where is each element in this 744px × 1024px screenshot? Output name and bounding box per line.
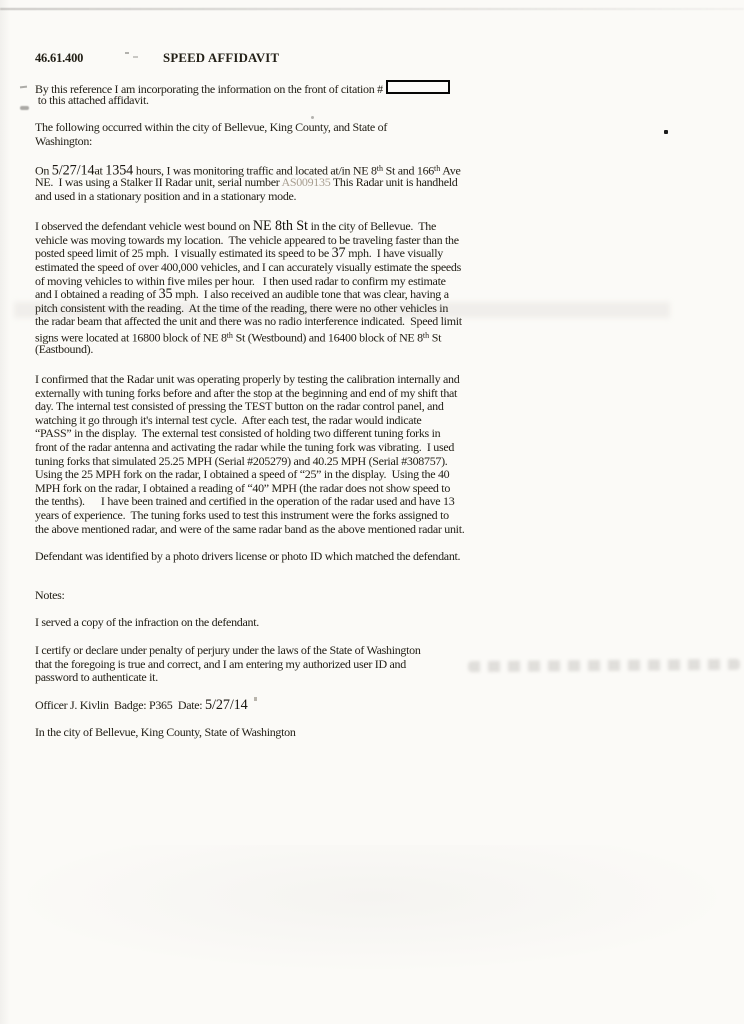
- text-line: [35, 468, 515, 482]
- paragraph-observation-setup: [35, 162, 515, 203]
- text-segment: that the foregoing is true and correct, and I am entering my authorized user ID and: [35, 656, 406, 671]
- text-line: [35, 696, 515, 713]
- text-line: [35, 427, 515, 441]
- text-segment: and used in a stationary position and in a stationary mode.: [35, 188, 297, 203]
- paragraph-signature: [35, 696, 515, 713]
- text-line: [35, 302, 515, 316]
- left-edge-shade-artifact: [0, 0, 10, 1024]
- text-line: [35, 315, 515, 329]
- text-line: [35, 400, 515, 414]
- text-segment: On: [35, 163, 52, 178]
- text-line: [35, 441, 515, 455]
- text-segment: mph. I have visually: [345, 246, 443, 261]
- text-segment: th: [422, 330, 430, 340]
- paper-shade-artifact: [0, 845, 744, 975]
- text-segment: St: [429, 330, 442, 345]
- affidavit-body: [35, 80, 515, 754]
- form-field-value: 5/27/14: [51, 162, 95, 179]
- citation-number-redaction-box: [386, 80, 450, 94]
- text-segment: The following occurred within the city of Bellevue, King County, and State of: [35, 120, 388, 135]
- text-segment: “PASS” in the display. The external test consisted of holding two different tuning forks in: [35, 426, 441, 441]
- text-segment: and I obtained a reading of: [35, 287, 159, 302]
- paragraph-jurisdiction: [35, 121, 515, 148]
- text-segment: This Radar unit is handheld: [330, 174, 458, 189]
- text-segment: tuning forks that simulated 25.25 MPH (Serial #205279) and 40.25 MPH (Serial #308757).: [35, 453, 448, 468]
- text-segment: the tenths). I have been trained and certified in the operation of the radar used and have 13: [35, 494, 455, 509]
- paragraph-service: [35, 616, 515, 630]
- text-line: [35, 220, 515, 234]
- scan-edge-line-artifact: [0, 8, 744, 10]
- text-segment: Washington:: [35, 133, 93, 148]
- text-segment: By this reference I am incorporating the information on the front of citation #: [35, 82, 383, 96]
- text-segment: MPH fork on the radar, I obtained a reading of “40” MPH (the radar does not show speed to: [35, 480, 451, 495]
- document-header: [35, 51, 535, 67]
- text-segment: St (Westbound) and 16400 block of NE 8: [232, 330, 423, 345]
- text-line: [35, 288, 515, 302]
- paragraph-observation-details: [35, 220, 515, 356]
- text-segment: NE. I was using a Stalker II Radar unit, serial number: [35, 174, 282, 189]
- text-segment: mph. I also received an audible tone that was clear, having a: [172, 287, 449, 302]
- text-line: [35, 550, 515, 564]
- text-line: [35, 329, 515, 343]
- text-line: [35, 495, 515, 509]
- text-segment: of moving vehicles to within five miles per hour. I then used radar to confirm my estimate: [35, 273, 446, 288]
- form-field-value: 5/27/14: [205, 696, 248, 713]
- text-segment: watching it go through it's internal test cycle. After each test, the radar would indicate: [35, 412, 422, 427]
- text-line: [35, 658, 515, 672]
- text-segment: I confirmed that the Radar unit was operating properly by testing the calibration internally and: [35, 372, 460, 387]
- text-segment: th: [376, 164, 383, 174]
- text-line: [35, 414, 515, 428]
- text-segment: hours, I was monitoring traffic and located at/in NE 8: [133, 163, 377, 178]
- text-line: [35, 644, 515, 658]
- serial-number-value: AS009135: [281, 174, 331, 189]
- text-segment: Ave: [440, 163, 461, 178]
- text-line: [35, 162, 515, 179]
- ink-dot-artifact: [664, 130, 668, 134]
- text-line: [35, 247, 515, 261]
- text-segment: (Eastbound).: [35, 341, 94, 356]
- text-segment: estimated the speed of over 400,000 vehicles, and I can accurately visually estimate the speeds: [35, 259, 462, 274]
- text-segment: day. The internal test consisted of pressing the TEST button on the radar control panel, and: [35, 399, 444, 414]
- text-line: [35, 509, 515, 523]
- form-field-value: 1354: [105, 162, 134, 179]
- text-line: [35, 373, 515, 387]
- text-line: [35, 190, 515, 204]
- text-line: [35, 482, 515, 496]
- text-segment: pitch consistent with the reading. At the time of the reading, there were no other vehicles in: [35, 300, 449, 315]
- text-line: [35, 589, 515, 603]
- text-segment: I served a copy of the infraction on the defendant.: [35, 615, 259, 630]
- text-segment: externally with tuning forks before and after the stop at the beginning and end of my shift that: [35, 385, 458, 400]
- text-segment: I certify or declare under penalty of perjury under the laws of the State of Washington: [35, 643, 421, 657]
- text-segment: posted speed limit of 25 mph. I visually estimated its speed to be: [35, 246, 332, 261]
- form-field-value: NE 8th St: [252, 218, 308, 235]
- text-segment: vehicle was moving towards my location. The vehicle appeared to be traveling faster than the: [35, 232, 459, 247]
- text-segment: Notes:: [35, 587, 65, 602]
- corner-speck-artifact: [20, 106, 29, 110]
- text-line: [35, 261, 515, 275]
- statute-code: 46.61.400: [35, 51, 84, 65]
- text-segment: password to authenticate it.: [35, 670, 158, 685]
- form-field-value: 35: [158, 286, 173, 303]
- text-segment: in the city of Bellevue. The: [307, 219, 436, 234]
- text-segment: to this attached affidavit.: [35, 92, 149, 107]
- text-segment: th: [434, 164, 441, 174]
- text-line: [35, 523, 515, 537]
- text-line: [35, 343, 515, 357]
- text-segment: years of experience. The tuning forks used to test this instrument were the forks assigned to: [35, 508, 449, 523]
- text-line: [35, 616, 515, 630]
- margin-dash-artifact: [20, 86, 27, 89]
- text-segment: front of the radar antenna and activating the radar while the tuning fork was vibrating. I used: [35, 440, 455, 455]
- paragraph-certification: [35, 644, 515, 685]
- text-line: [35, 671, 515, 685]
- text-line: [35, 455, 515, 469]
- text-segment: Officer J. Kivlin Badge: P365 Date:: [35, 697, 206, 712]
- text-segment: th: [226, 330, 233, 340]
- text-line: [35, 176, 515, 190]
- text-line: [35, 121, 515, 135]
- paragraph-identification: [35, 550, 515, 564]
- text-segment: the above mentioned radar, and were of the same radar band as the above mentioned radar unit.: [35, 521, 465, 536]
- document-title: SPEED AFFIDAVIT: [163, 51, 280, 65]
- text-segment: signs were located at 16800 block of NE 8: [35, 330, 227, 345]
- text-segment: the radar beam that affected the unit and there was no radio interference indicated. Speed limit: [35, 314, 462, 329]
- text-segment: In the city of Bellevue, King County, State of Washington: [35, 725, 296, 740]
- form-field-value: 37: [331, 245, 346, 262]
- text-segment: St and 166: [382, 163, 435, 178]
- text-line: [35, 726, 515, 740]
- text-segment: Using the 25 MPH fork on the radar, I obtained a speed of “25” in the display. Using the 40: [35, 467, 450, 482]
- text-segment: I observed the defendant vehicle west bound on: [35, 219, 253, 234]
- paragraph-notes-label: [35, 589, 515, 603]
- text-segment: Defendant was identified by a photo drivers license or photo ID which matched the defendant.: [35, 549, 461, 564]
- text-segment: at: [94, 163, 106, 178]
- paragraph-jurisdiction-footer: [35, 726, 515, 740]
- text-line: [35, 80, 515, 94]
- paragraph-incorporation: [35, 80, 515, 107]
- text-line: [35, 387, 515, 401]
- text-line: [35, 135, 515, 149]
- paragraph-calibration: [35, 373, 515, 536]
